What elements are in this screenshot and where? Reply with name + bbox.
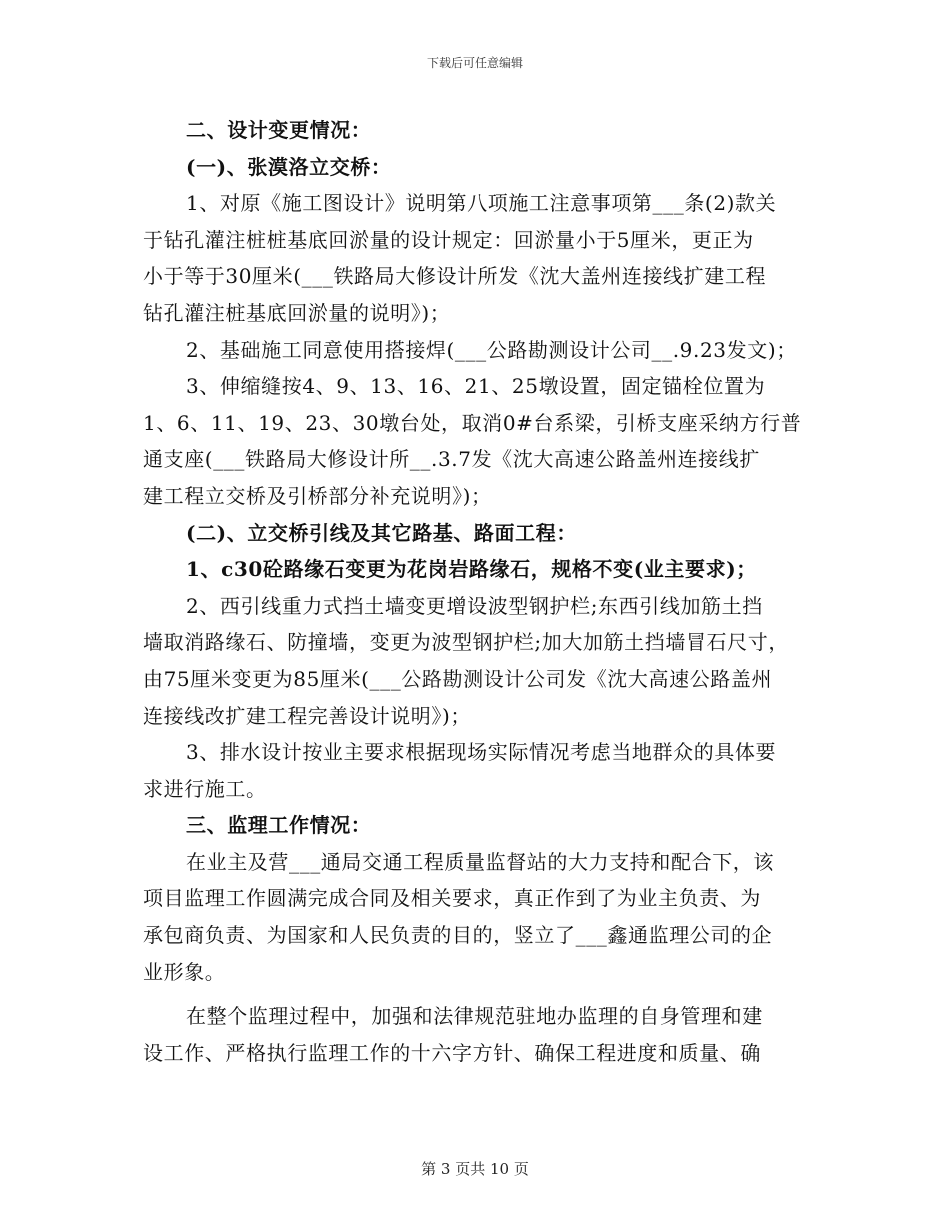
body-text-line: 于钻孔灌注桩桩基底回淤量的设计规定：回淤量小于5厘米，更正为 [143,227,754,252]
section-heading-line: 1、c30砼路缘石变更为花岗岩路缘石，规格不变(业主要求)； [186,557,757,582]
body-text-line: 在业主及营___通局交通工程质量监督站的大力支持和配合下，该 [186,849,774,874]
document-body [143,112,808,1071]
body-text-line: 1、6、11、19、23、30墩台处，取消0#台系梁，引桥支座采纳方行普 [143,410,802,435]
body-text-line: 由75厘米变更为85厘米(___公路勘测设计公司发《沈大高速公路盖州 [143,666,773,691]
body-text-line: 业形象。 [143,959,226,984]
body-text-line: 1、对原《施工图设计》说明第八项施工注意事项第___条(2)款关 [186,191,777,216]
paragraph-gap [143,990,808,998]
body-text-line: 承包商负责、为国家和人民负责的目的，竖立了___鑫通监理公司的企 [143,923,773,948]
body-text-line: 钻孔灌注桩基底回淤量的说明》)； [143,300,451,325]
body-text-line: 项目监理工作圆满完成合同及相关要求，真正作到了为业主负责、为 [143,886,761,911]
section-heading-line: 二、设计变更情况： [186,118,372,142]
body-text-line: 通支座(___铁路局大修设计所__.3.7发《沈大高速公路盖州连接线扩 [143,447,760,472]
body-text-line: 在整个监理过程中，加强和法律规范驻地办监理的自身管理和建 [186,1004,763,1029]
body-text-line: 设工作、严格执行监理工作的十六字方针、确保工程进度和质量、确 [143,1040,761,1065]
body-text-line: 3、伸缩缝按4、9、13、16、21、25墩设置，固定锚栓位置为 [186,374,766,399]
body-text-line: 3、排水设计按业主要求根据现场实际情况考虑当地群众的具体要 [186,740,777,765]
body-text-line: 建工程立交桥及引桥部分补充说明》)； [143,483,492,508]
section-heading-line: (二)、立交桥引线及其它路基、路面工程： [186,520,577,545]
body-text-line: 墙取消路缘石、防撞墙，变更为波型钢护栏;加大加筋土挡墙冒石尺寸， [143,630,789,655]
body-text-line: 求进行施工。 [143,776,267,801]
section-heading-line: 三、监理工作情况： [186,813,372,838]
section-heading-line: (一)、张漠洛立交桥： [186,154,392,179]
body-text-line: 2、基础施工同意使用搭接焊(___公路勘测设计公司__.9.23发文)； [186,337,797,362]
body-text-line: 2、西引线重力式挡土墙变更增设波型钢护栏;东西引线加筋土挡 [186,593,763,618]
page-header: 下载后可任意编辑 [426,56,523,70]
body-text-line: 小于等于30厘米(___铁路局大修设计所发《沈大盖州连接线扩建工程 [143,264,767,289]
page-footer: 第 3 页共 10 页 [421,1160,529,1178]
body-text-line: 连接线改扩建工程完善设计说明》)； [143,703,472,728]
